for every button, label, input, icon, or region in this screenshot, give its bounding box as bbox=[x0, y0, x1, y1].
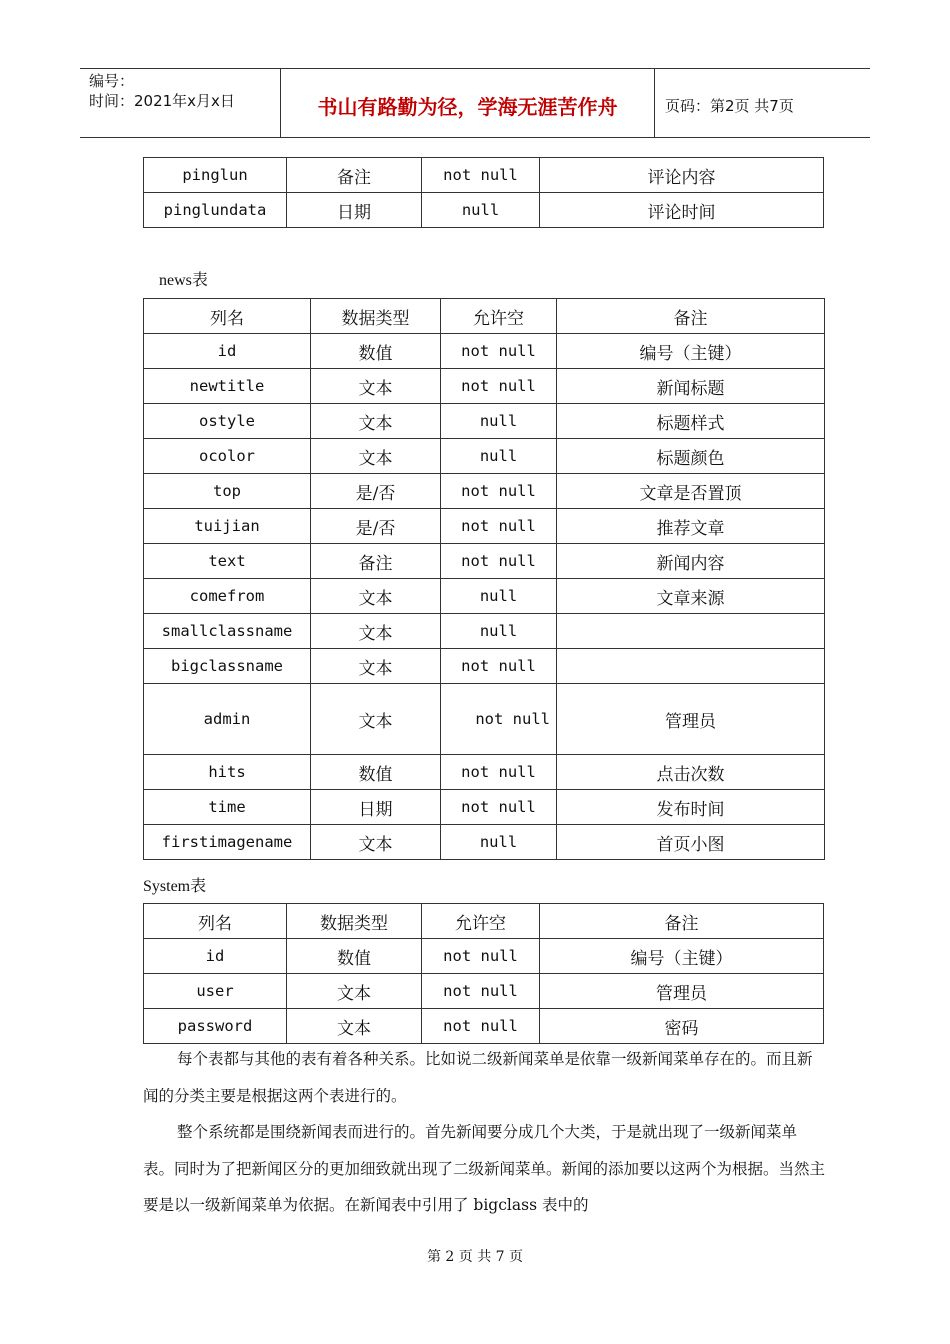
table-row bbox=[144, 474, 825, 509]
cell-column-name: admin bbox=[144, 684, 311, 755]
comment-table bbox=[143, 157, 824, 228]
cell-column-name: comefrom bbox=[144, 579, 311, 614]
cell-nullable: null bbox=[422, 193, 540, 228]
cell-data-type: 数值 bbox=[311, 334, 441, 369]
table-row bbox=[144, 1009, 824, 1044]
cell-column-name: newtitle bbox=[144, 369, 311, 404]
cell-nullable: null bbox=[441, 439, 557, 474]
cell-data-type: 日期 bbox=[311, 790, 441, 825]
cell-nullable: null bbox=[441, 579, 557, 614]
cell-remark: 标题颜色 bbox=[557, 439, 825, 474]
table-row bbox=[144, 974, 824, 1009]
header-column-name: 列名 bbox=[144, 904, 287, 939]
header-motto: 书山有路勤为径，学海无涯苦作舟 bbox=[281, 69, 655, 137]
cell-data-type: 文本 bbox=[311, 579, 441, 614]
cell-nullable: not null bbox=[441, 474, 557, 509]
cell-nullable: not null bbox=[441, 649, 557, 684]
cell-data-type: 文本 bbox=[287, 1009, 422, 1044]
header-nullable: 允许空 bbox=[422, 904, 540, 939]
cell-column-name: password bbox=[144, 1009, 287, 1044]
cell-column-name: top bbox=[144, 474, 311, 509]
table-row bbox=[144, 579, 825, 614]
table-row bbox=[144, 790, 825, 825]
cell-nullable: not null bbox=[441, 684, 557, 755]
header-nullable: 允许空 bbox=[441, 299, 557, 334]
body-text bbox=[143, 1041, 825, 1224]
cell-nullable: not null bbox=[441, 509, 557, 544]
table-row bbox=[144, 334, 825, 369]
table-row bbox=[144, 369, 825, 404]
table-row bbox=[144, 825, 825, 860]
cell-column-name: id bbox=[144, 939, 287, 974]
header-meta bbox=[80, 69, 281, 137]
cell-remark: 管理员 bbox=[540, 974, 824, 1009]
cell-data-type: 文本 bbox=[311, 684, 441, 755]
cell-remark: 文章来源 bbox=[557, 579, 825, 614]
number-label: 编号： bbox=[89, 72, 135, 90]
cell-data-type: 日期 bbox=[287, 193, 422, 228]
news-table bbox=[143, 298, 825, 860]
cell-nullable: null bbox=[441, 825, 557, 860]
cell-column-name: hits bbox=[144, 755, 311, 790]
cell-nullable: not null bbox=[422, 974, 540, 1009]
cell-remark: 标题样式 bbox=[557, 404, 825, 439]
cell-data-type: 文本 bbox=[311, 614, 441, 649]
table-row bbox=[144, 158, 824, 193]
cell-data-type: 是/否 bbox=[311, 474, 441, 509]
page-header bbox=[80, 68, 870, 138]
cell-data-type: 文本 bbox=[287, 974, 422, 1009]
cell-remark: 发布时间 bbox=[557, 790, 825, 825]
table-row bbox=[144, 939, 824, 974]
header-column-name: 列名 bbox=[144, 299, 311, 334]
table-row bbox=[144, 404, 825, 439]
cell-remark: 点击次数 bbox=[557, 755, 825, 790]
cell-column-name: ocolor bbox=[144, 439, 311, 474]
page-footer: 第 2 页 共 7 页 bbox=[426, 1249, 524, 1265]
system-table-title: System表 bbox=[143, 878, 207, 895]
table-header-row bbox=[144, 299, 825, 334]
cell-column-name: tuijian bbox=[144, 509, 311, 544]
table-row bbox=[144, 684, 825, 755]
cell-remark bbox=[557, 614, 825, 649]
cell-remark: 文章是否置顶 bbox=[557, 474, 825, 509]
cell-remark bbox=[557, 649, 825, 684]
cell-nullable: not null bbox=[441, 334, 557, 369]
cell-remark: 编号（主键） bbox=[540, 939, 824, 974]
cell-data-type: 数值 bbox=[311, 755, 441, 790]
cell-column-name: id bbox=[144, 334, 311, 369]
header-data-type: 数据类型 bbox=[311, 299, 441, 334]
table-row bbox=[144, 509, 825, 544]
cell-data-type: 备注 bbox=[287, 158, 422, 193]
cell-column-name: firstimagename bbox=[144, 825, 311, 860]
table-row bbox=[144, 755, 825, 790]
cell-remark: 管理员 bbox=[557, 684, 825, 755]
cell-column-name: time bbox=[144, 790, 311, 825]
cell-data-type: 文本 bbox=[311, 649, 441, 684]
paragraph-1: 每个表都与其他的表有着各种关系。比如说二级新闻菜单是依靠一级新闻菜单存在的。而且新闻的分类主要是根据这两个表进行的。 bbox=[143, 1050, 813, 1105]
table-header-row bbox=[144, 904, 824, 939]
table-row bbox=[144, 544, 825, 579]
header-remark: 备注 bbox=[557, 299, 825, 334]
system-table bbox=[143, 903, 824, 1044]
cell-nullable: not null bbox=[422, 939, 540, 974]
paragraph-2: 整个系统都是围绕新闻表而进行的。首先新闻要分成几个大类，于是就出现了一级新闻菜单表。同时为了把新闻区分的更加细致就出现了二级新闻菜单。新闻的添加要以这两个为根据。当然主要是以一级新闻菜单为依据。在新闻表中引用了 bigclass 表中的 bbox=[143, 1123, 826, 1214]
header-data-type: 数据类型 bbox=[287, 904, 422, 939]
cell-nullable: not null bbox=[441, 790, 557, 825]
cell-data-type: 文本 bbox=[311, 439, 441, 474]
time-label: 时间：2021年x月x日 bbox=[89, 92, 235, 110]
cell-remark: 首页小图 bbox=[557, 825, 825, 860]
cell-data-type: 文本 bbox=[311, 369, 441, 404]
cell-column-name: pinglun bbox=[144, 158, 287, 193]
cell-data-type: 备注 bbox=[311, 544, 441, 579]
cell-data-type: 文本 bbox=[311, 404, 441, 439]
header-page-info: 页码：第2页 共7页 bbox=[665, 96, 794, 115]
cell-remark: 新闻内容 bbox=[557, 544, 825, 579]
table-row bbox=[144, 439, 825, 474]
cell-nullable: not null bbox=[441, 369, 557, 404]
cell-nullable: not null bbox=[422, 1009, 540, 1044]
table-row bbox=[144, 193, 824, 228]
table-row bbox=[144, 614, 825, 649]
cell-column-name: bigclassname bbox=[144, 649, 311, 684]
cell-remark: 评论时间 bbox=[540, 193, 824, 228]
cell-column-name: user bbox=[144, 974, 287, 1009]
cell-column-name: pinglundata bbox=[144, 193, 287, 228]
cell-remark: 编号（主键） bbox=[557, 334, 825, 369]
cell-nullable: null bbox=[441, 614, 557, 649]
cell-data-type: 数值 bbox=[287, 939, 422, 974]
cell-nullable: not null bbox=[422, 158, 540, 193]
cell-remark: 评论内容 bbox=[540, 158, 824, 193]
cell-nullable: not null bbox=[441, 544, 557, 579]
header-remark: 备注 bbox=[540, 904, 824, 939]
news-table-title: news表 bbox=[159, 272, 208, 289]
cell-data-type: 是/否 bbox=[311, 509, 441, 544]
cell-remark: 推荐文章 bbox=[557, 509, 825, 544]
cell-nullable: not null bbox=[441, 755, 557, 790]
cell-column-name: ostyle bbox=[144, 404, 311, 439]
cell-data-type: 文本 bbox=[311, 825, 441, 860]
cell-column-name: text bbox=[144, 544, 311, 579]
cell-remark: 新闻标题 bbox=[557, 369, 825, 404]
table-row bbox=[144, 649, 825, 684]
cell-remark: 密码 bbox=[540, 1009, 824, 1044]
cell-nullable: null bbox=[441, 404, 557, 439]
cell-column-name: smallclassname bbox=[144, 614, 311, 649]
